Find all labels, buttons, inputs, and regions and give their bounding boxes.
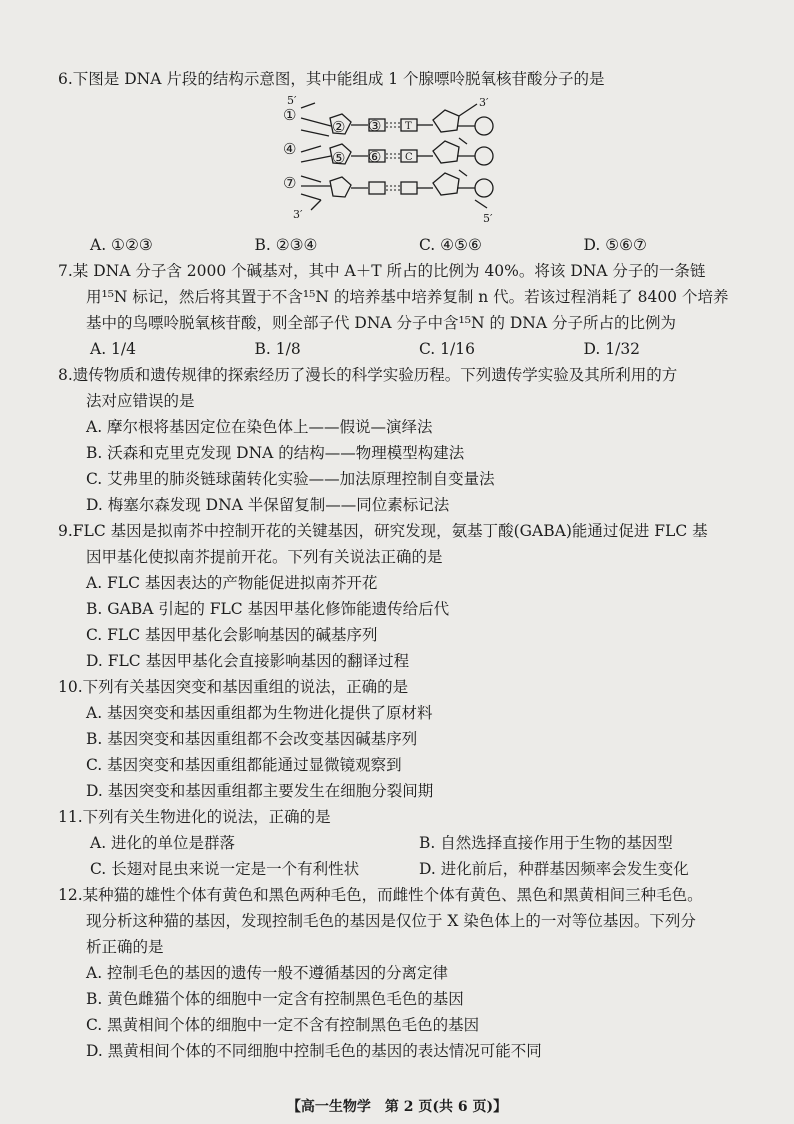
marker-4: ④ <box>283 140 297 158</box>
option-d[interactable]: D. FLC 基因甲基化会直接影响基因的翻译过程 <box>86 652 410 670</box>
question-12 <box>58 882 748 1064</box>
option-c[interactable]: C. 黑黄相间个体的细胞中一定不含有控制黑色毛色的基因 <box>86 1016 480 1034</box>
marker-2: ② <box>332 118 346 136</box>
option-a[interactable]: A. 控制毛色的基因的遗传一般不遵循基因的分离定律 <box>86 964 449 982</box>
marker-6: ⑥ <box>368 148 382 166</box>
question-11-line-1: 11.下列有关生物进化的说法，正确的是 <box>58 808 331 826</box>
option-b[interactable]: B. 黄色雌猫个体的细胞中一定含有控制黑色毛色的基因 <box>86 990 464 1008</box>
label-3prime-top: 3′ <box>479 96 489 109</box>
marker-3: ③ <box>368 117 382 135</box>
question-7-line-1: 7.某 DNA 分子含 2000 个碱基对，其中 A＋T 所占的比例为 40%。将该 DNA 分子的一条链 <box>58 262 706 280</box>
question-8 <box>58 362 748 518</box>
option-b[interactable]: B. 沃森和克里克发现 DNA 的结构——物理模型构建法 <box>86 444 465 462</box>
question-7 <box>58 258 748 362</box>
option-b[interactable]: B. 基因突变和基因重组都不会改变基因碱基序列 <box>86 730 418 748</box>
option-c[interactable]: C. 艾弗里的肺炎链球菌转化实验——加法原理控制自变量法 <box>86 470 495 488</box>
question-12-line-1: 12.某种猫的雄性个体有黄色和黑色两种毛色，而雌性个体有黄色、黑色和黑黄相间三种毛色。 <box>58 886 703 904</box>
option-c[interactable]: C. 长翅对昆虫来说一定是一个有利性状 <box>90 860 360 878</box>
marker-1: ① <box>283 106 297 124</box>
option-b[interactable]: B. 自然选择直接作用于生物的基因型 <box>419 834 673 852</box>
question-6-options <box>58 232 748 258</box>
option-d[interactable]: D. 进化前后，种群基因频率会发生变化 <box>419 860 689 878</box>
page-footer: 【高一生物学 第 2 页(共 6 页)】 <box>286 1099 508 1115</box>
question-8-line-2: 法对应错误的是 <box>86 392 195 410</box>
question-9-line-2: 因甲基化使拟南芥提前开花。下列有关说法正确的是 <box>86 548 443 566</box>
question-10 <box>58 674 748 804</box>
question-9-line-1: 9.FLC 基因是拟南芥中控制开花的关键基因，研究发现，氨基丁酸(GABA)能通过促进 FLC 基 <box>58 522 708 540</box>
base-t: T <box>405 121 412 132</box>
option-d[interactable]: D. 黑黄相间个体的不同细胞中控制毛色的基因的表达情况可能不同 <box>86 1042 542 1060</box>
question-6 <box>58 66 748 92</box>
option-d[interactable]: D. 基因突变和基因重组都主要发生在细胞分裂间期 <box>86 782 434 800</box>
option-b[interactable]: B. 1/8 <box>254 340 301 358</box>
option-a[interactable]: A. 基因突变和基因重组都为生物进化提供了原材料 <box>86 704 433 722</box>
option-c[interactable]: C. FLC 基因甲基化会影响基因的碱基序列 <box>86 626 378 644</box>
option-a[interactable]: A. ①②③ <box>90 236 153 254</box>
label-5prime-bottom: 5′ <box>483 212 493 225</box>
question-9 <box>58 518 748 674</box>
base-c: C <box>405 152 413 163</box>
question-11 <box>58 804 748 882</box>
dna-structure-diagram <box>275 96 515 228</box>
option-a[interactable]: A. 进化的单位是群落 <box>90 834 236 852</box>
option-d[interactable]: D. 1/32 <box>583 340 641 358</box>
option-c[interactable]: C. ④⑤⑥ <box>419 236 482 254</box>
label-5prime-top: 5′ <box>287 96 297 107</box>
question-12-line-3: 析正确的是 <box>86 938 164 956</box>
question-7-line-3: 基中的鸟嘌呤脱氧核苷酸，则全部子代 DNA 分子中含¹⁵N 的 DNA 分子所占的比例为 <box>86 314 676 332</box>
question-10-line-1: 10.下列有关基因突变和基因重组的说法，正确的是 <box>58 678 409 696</box>
question-8-line-1: 8.遗传物质和遗传规律的探索经历了漫长的科学实验历程。下列遗传学实验及其所利用的方 <box>58 366 678 384</box>
marker-5: ⑤ <box>332 149 346 167</box>
option-c[interactable]: C. 1/16 <box>419 340 475 358</box>
option-c[interactable]: C. 基因突变和基因重组都能通过显微镜观察到 <box>86 756 402 774</box>
question-7-line-2: 用¹⁵N 标记，然后将其置于不含¹⁵N 的培养基中培养复制 n 代。若该过程消耗了 8400 个培养 <box>86 288 729 306</box>
option-b[interactable]: B. GABA 引起的 FLC 基因甲基化修饰能遗传给后代 <box>86 600 450 618</box>
marker-7: ⑦ <box>283 174 297 192</box>
option-d[interactable]: D. ⑤⑥⑦ <box>583 236 647 254</box>
option-a[interactable]: A. 摩尔根将基因定位在染色体上——假说—演绎法 <box>86 418 433 436</box>
option-d[interactable]: D. 梅塞尔森发现 DNA 半保留复制——同位素标记法 <box>86 496 450 514</box>
option-a[interactable]: A. 1/4 <box>90 340 136 358</box>
label-3prime-bottom: 3′ <box>293 208 303 221</box>
option-a[interactable]: A. FLC 基因表达的产物能促进拟南芥开花 <box>86 574 378 592</box>
question-12-line-2: 现分析这种猫的基因，发现控制毛色的基因是仅位于 X 染色体上的一对等位基因。下列分 <box>86 912 696 930</box>
question-6-stem: 6.下图是 DNA 片段的结构示意图，其中能组成 1 个腺嘌呤脱氧核苷酸分子的是 <box>58 70 605 88</box>
option-b[interactable]: B. ②③④ <box>254 236 318 254</box>
